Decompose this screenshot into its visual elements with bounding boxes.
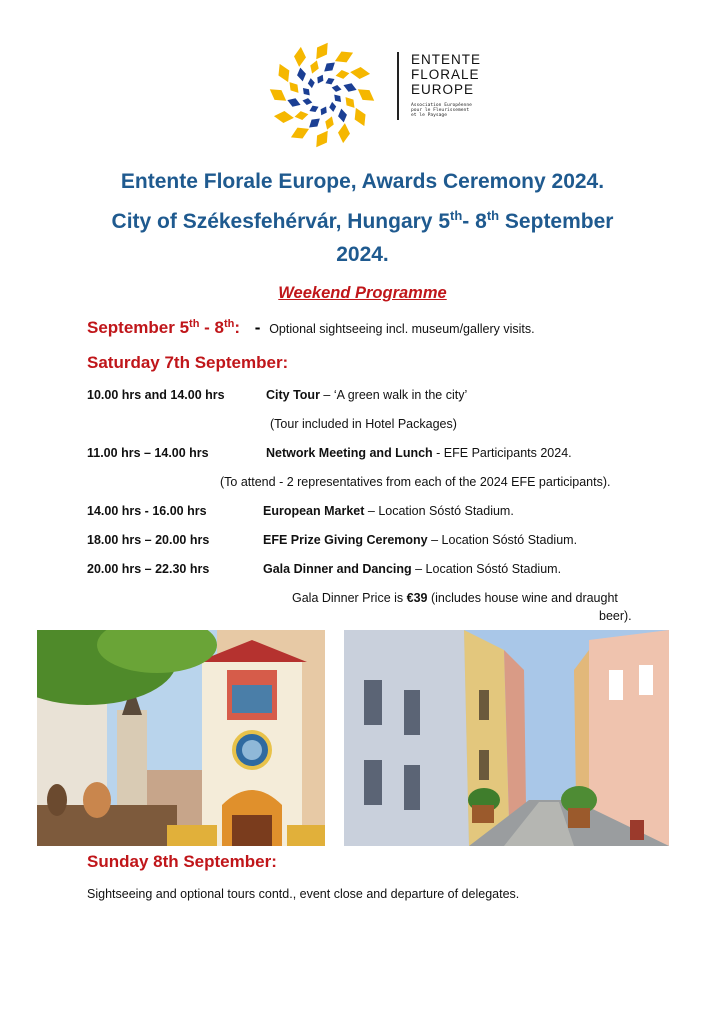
event-european-market: European Market – Location Sóstó Stadium. — [263, 504, 514, 518]
logo-subtext-line1: Association Européenne — [411, 103, 472, 108]
logo-petal — [286, 79, 302, 96]
september-optional-text: Optional sightseeing incl. museum/gallery visits. — [269, 322, 535, 336]
note-tour-included: (Tour included in Hotel Packages) — [270, 417, 457, 431]
old-town-street-photo — [344, 630, 669, 846]
logo-subtext-line3: et le Paysage — [411, 113, 447, 118]
september-dates-heading: September 5th - 8th: - Optional sightseeing incl. museum/gallery visits. — [87, 318, 535, 337]
gala-price: €39 — [406, 591, 428, 605]
logo-petal — [329, 102, 337, 113]
logo-petal — [300, 86, 312, 98]
logo-petal — [331, 84, 342, 93]
logo-petal — [286, 96, 302, 109]
saturday-heading: Saturday 7th September: — [87, 353, 289, 372]
logo-petal — [311, 127, 332, 150]
event-city-tour: City Tour – ‘A green walk in the city’ — [266, 388, 468, 402]
event-prize-giving: EFE Prize Giving Ceremony – Location Sóstó Stadium. — [263, 533, 578, 547]
logo-petal — [324, 76, 336, 87]
logo-text-line2: FLORALE — [411, 67, 480, 82]
time-prize-giving: 18.00 hrs – 20.00 hrs — [87, 533, 210, 547]
logo-petal — [273, 110, 294, 124]
logo-petal — [335, 69, 350, 80]
note-attendance: (To attend - 2 representatives from each of the 2024 EFE participants). — [220, 475, 611, 489]
logo-petal — [323, 115, 336, 131]
event-gala-dinner: Gala Dinner and Dancing – Location Sóstó Stadium. — [263, 562, 562, 576]
logo-petal — [311, 40, 332, 63]
logo-petal — [354, 84, 377, 105]
logo-subtext-line2: pour le Fleurissement — [411, 108, 470, 113]
logo-petal — [266, 84, 289, 105]
page-subtitle-year: 2024. — [336, 243, 389, 266]
logo-petal — [337, 123, 351, 144]
logo-petal — [293, 46, 307, 67]
clock-tower-photo — [37, 630, 325, 846]
logo-petal — [296, 67, 307, 82]
sunburst-logo-icon — [262, 40, 382, 150]
logo-petal — [332, 47, 355, 66]
page-subtitle: City of Székesfehérvár, Hungary 5th- 8th September — [111, 208, 614, 233]
logo-petal — [342, 81, 358, 94]
weekend-programme-heading: Weekend Programme — [278, 284, 447, 302]
logo-petal — [306, 115, 323, 131]
sunday-text: Sightseeing and optional tours contd., event close and departure of delegates. — [87, 887, 520, 901]
time-city-tour: 10.00 hrs and 14.00 hrs — [87, 388, 225, 402]
logo-petal — [294, 110, 309, 121]
logo-petal — [288, 123, 311, 142]
time-european-market: 14.00 hrs - 16.00 hrs — [87, 504, 207, 518]
logo-text-line1: ENTENTE — [411, 52, 482, 67]
logo-petal — [350, 105, 369, 128]
logo-petal — [302, 97, 313, 106]
logo-petal — [274, 61, 293, 84]
page-title: Entente Florale Europe, Awards Ceremony 2024. — [120, 170, 605, 193]
logo-petal — [342, 94, 358, 111]
logo-divider — [397, 52, 399, 120]
logo-petal — [332, 92, 344, 104]
logo-petal — [307, 78, 315, 89]
time-gala-dinner: 20.00 hrs – 22.30 hrs — [87, 562, 210, 576]
logo-petal — [337, 108, 348, 123]
gala-price-line: Gala Dinner Price is €39 (includes house wine and draught — [292, 591, 618, 605]
logo-petal — [318, 105, 329, 117]
event-network-meeting: Network Meeting and Lunch - EFE Participants 2024. — [266, 446, 572, 460]
logo-petal — [308, 59, 321, 75]
time-network-meeting: 11.00 hrs – 14.00 hrs — [87, 446, 209, 460]
logo-petal — [308, 104, 320, 115]
gala-price-line2: beer). — [599, 609, 632, 623]
logo-petal — [321, 59, 338, 75]
logo-petal — [350, 66, 371, 80]
logo-text-line3: EUROPE — [411, 82, 475, 97]
sunday-heading: Sunday 8th September: — [87, 852, 277, 871]
logo-petal — [315, 73, 326, 85]
